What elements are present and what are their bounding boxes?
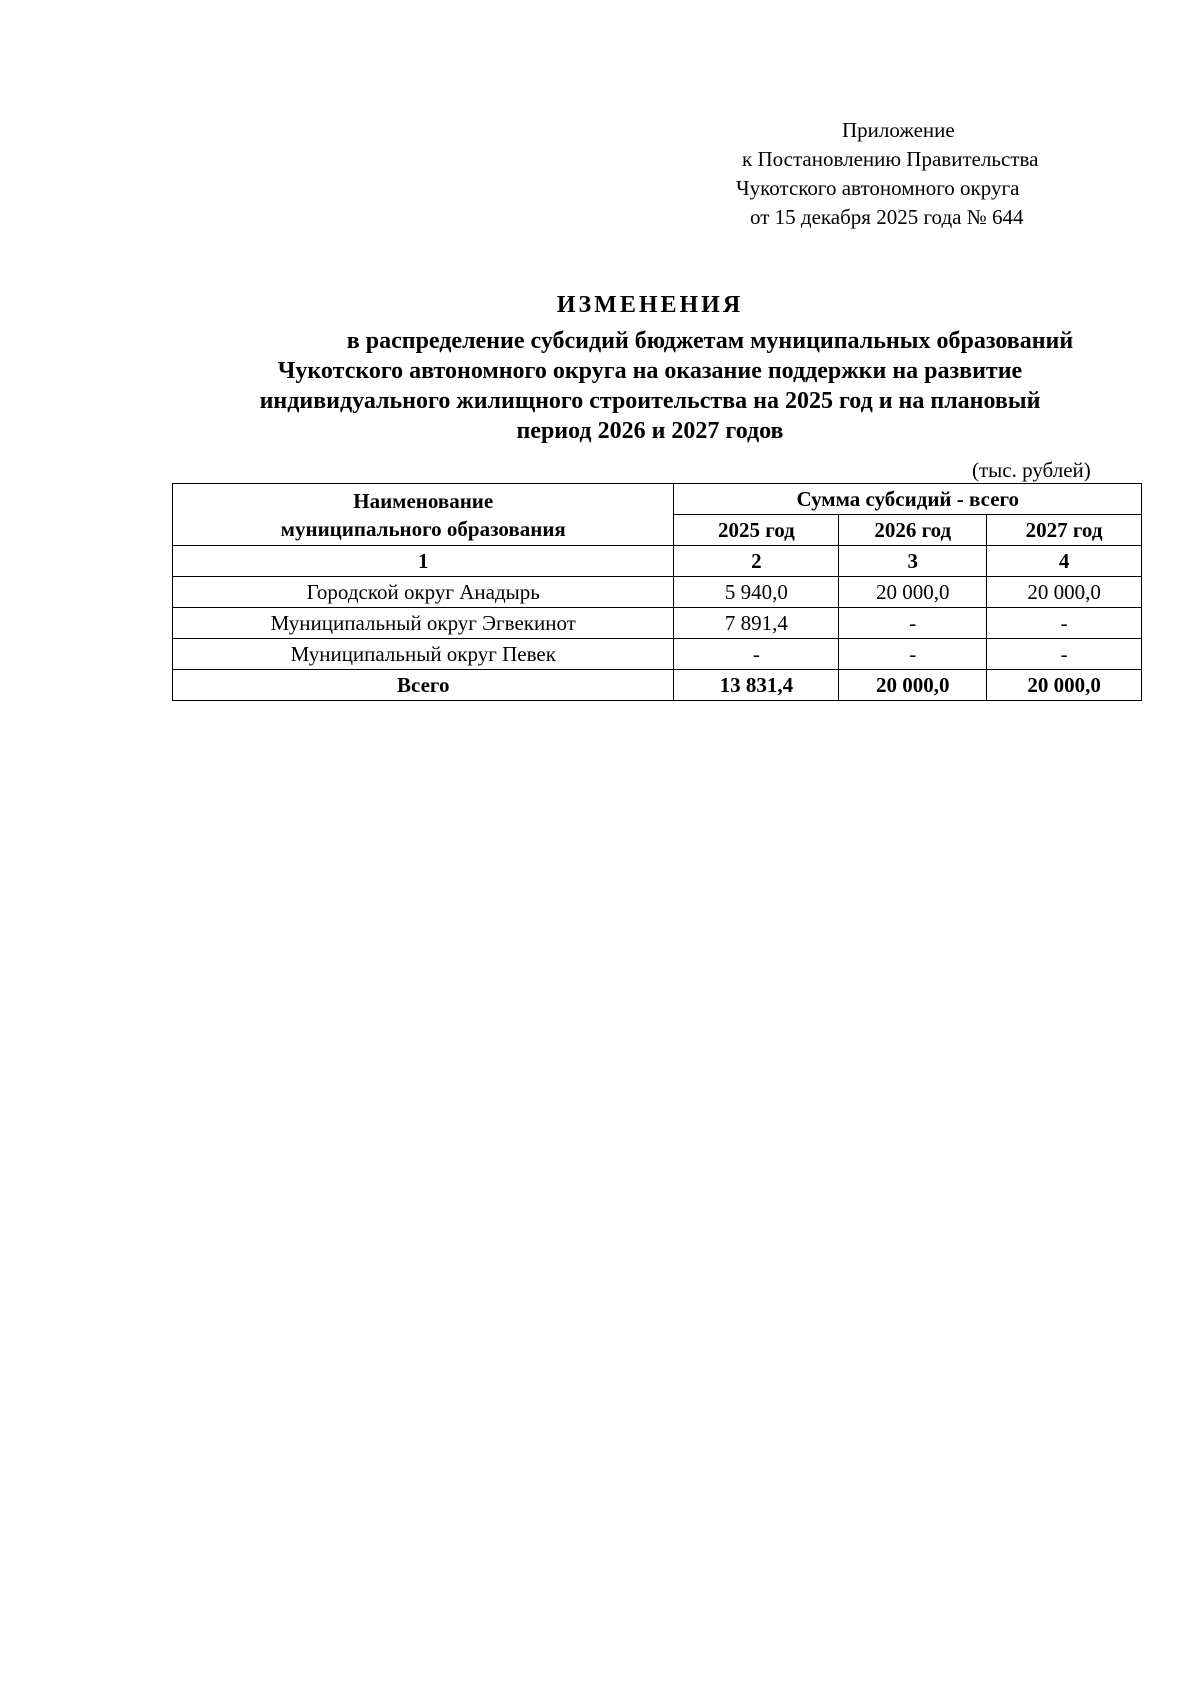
appendix-line: от 15 декабря 2025 года № 644 [750, 205, 1024, 229]
subtitle-line: в распределение субсидий бюджетам муниципальных образований [346, 328, 1074, 354]
subsidies-table [172, 483, 1142, 701]
table-row [173, 577, 1142, 608]
header-sum-total: Сумма субсидий - всего [674, 484, 1142, 515]
column-number-cell: 3 [839, 546, 987, 577]
value-cell: 20 000,0 [987, 577, 1142, 608]
header-year-cell: 2027 год [987, 515, 1142, 546]
unit-label: (тыс. рублей) [972, 458, 1091, 482]
value-cell: 20 000,0 [839, 577, 987, 608]
municipality-name-cell: Муниципальный округ Эгвекинот [173, 608, 674, 639]
header-name-line: муниципального образования [280, 516, 566, 541]
total-label-cell: Всего [173, 670, 674, 701]
value-cell: - [987, 608, 1142, 639]
column-number-cell: 1 [173, 546, 674, 577]
subtitle-line: период 2026 и 2027 годов [516, 418, 784, 444]
value-cell: 5 940,0 [674, 577, 839, 608]
table-row [173, 639, 1142, 670]
document-title: ИЗМЕНЕНИЯ [556, 292, 744, 318]
municipality-name-cell: Муниципальный округ Певек [173, 639, 674, 670]
value-cell: - [839, 608, 987, 639]
header-name-line: Наименование [353, 488, 494, 513]
value-cell: - [839, 639, 987, 670]
total-value-cell: 20 000,0 [987, 670, 1142, 701]
appendix-line: Приложение [842, 118, 955, 142]
total-value-cell: 13 831,4 [674, 670, 839, 701]
appendix-line: к Постановлению Правительства [742, 147, 1039, 171]
header-year-cell: 2025 год [674, 515, 839, 546]
table-header-row [173, 484, 1142, 515]
appendix-line: Чукотского автономного округа [736, 176, 1020, 200]
total-row [173, 670, 1142, 701]
total-value-cell: 20 000,0 [839, 670, 987, 701]
appendix-block [700, 116, 1100, 232]
table-row [173, 608, 1142, 639]
header-name-cell [173, 484, 674, 546]
value-cell: 7 891,4 [674, 608, 839, 639]
municipality-name-cell: Городской округ Анадырь [173, 577, 674, 608]
column-number-cell: 2 [674, 546, 839, 577]
subtitle-line: индивидуального жилищного строительства на 2025 год и на плановый [259, 388, 1041, 414]
document-subtitle [170, 326, 1130, 446]
column-number-row [173, 546, 1142, 577]
subtitle-line: Чукотского автономного округа на оказание поддержки на развитие [277, 358, 1023, 384]
value-cell: - [987, 639, 1142, 670]
header-year-cell: 2026 год [839, 515, 987, 546]
column-number-cell: 4 [987, 546, 1142, 577]
value-cell: - [674, 639, 839, 670]
